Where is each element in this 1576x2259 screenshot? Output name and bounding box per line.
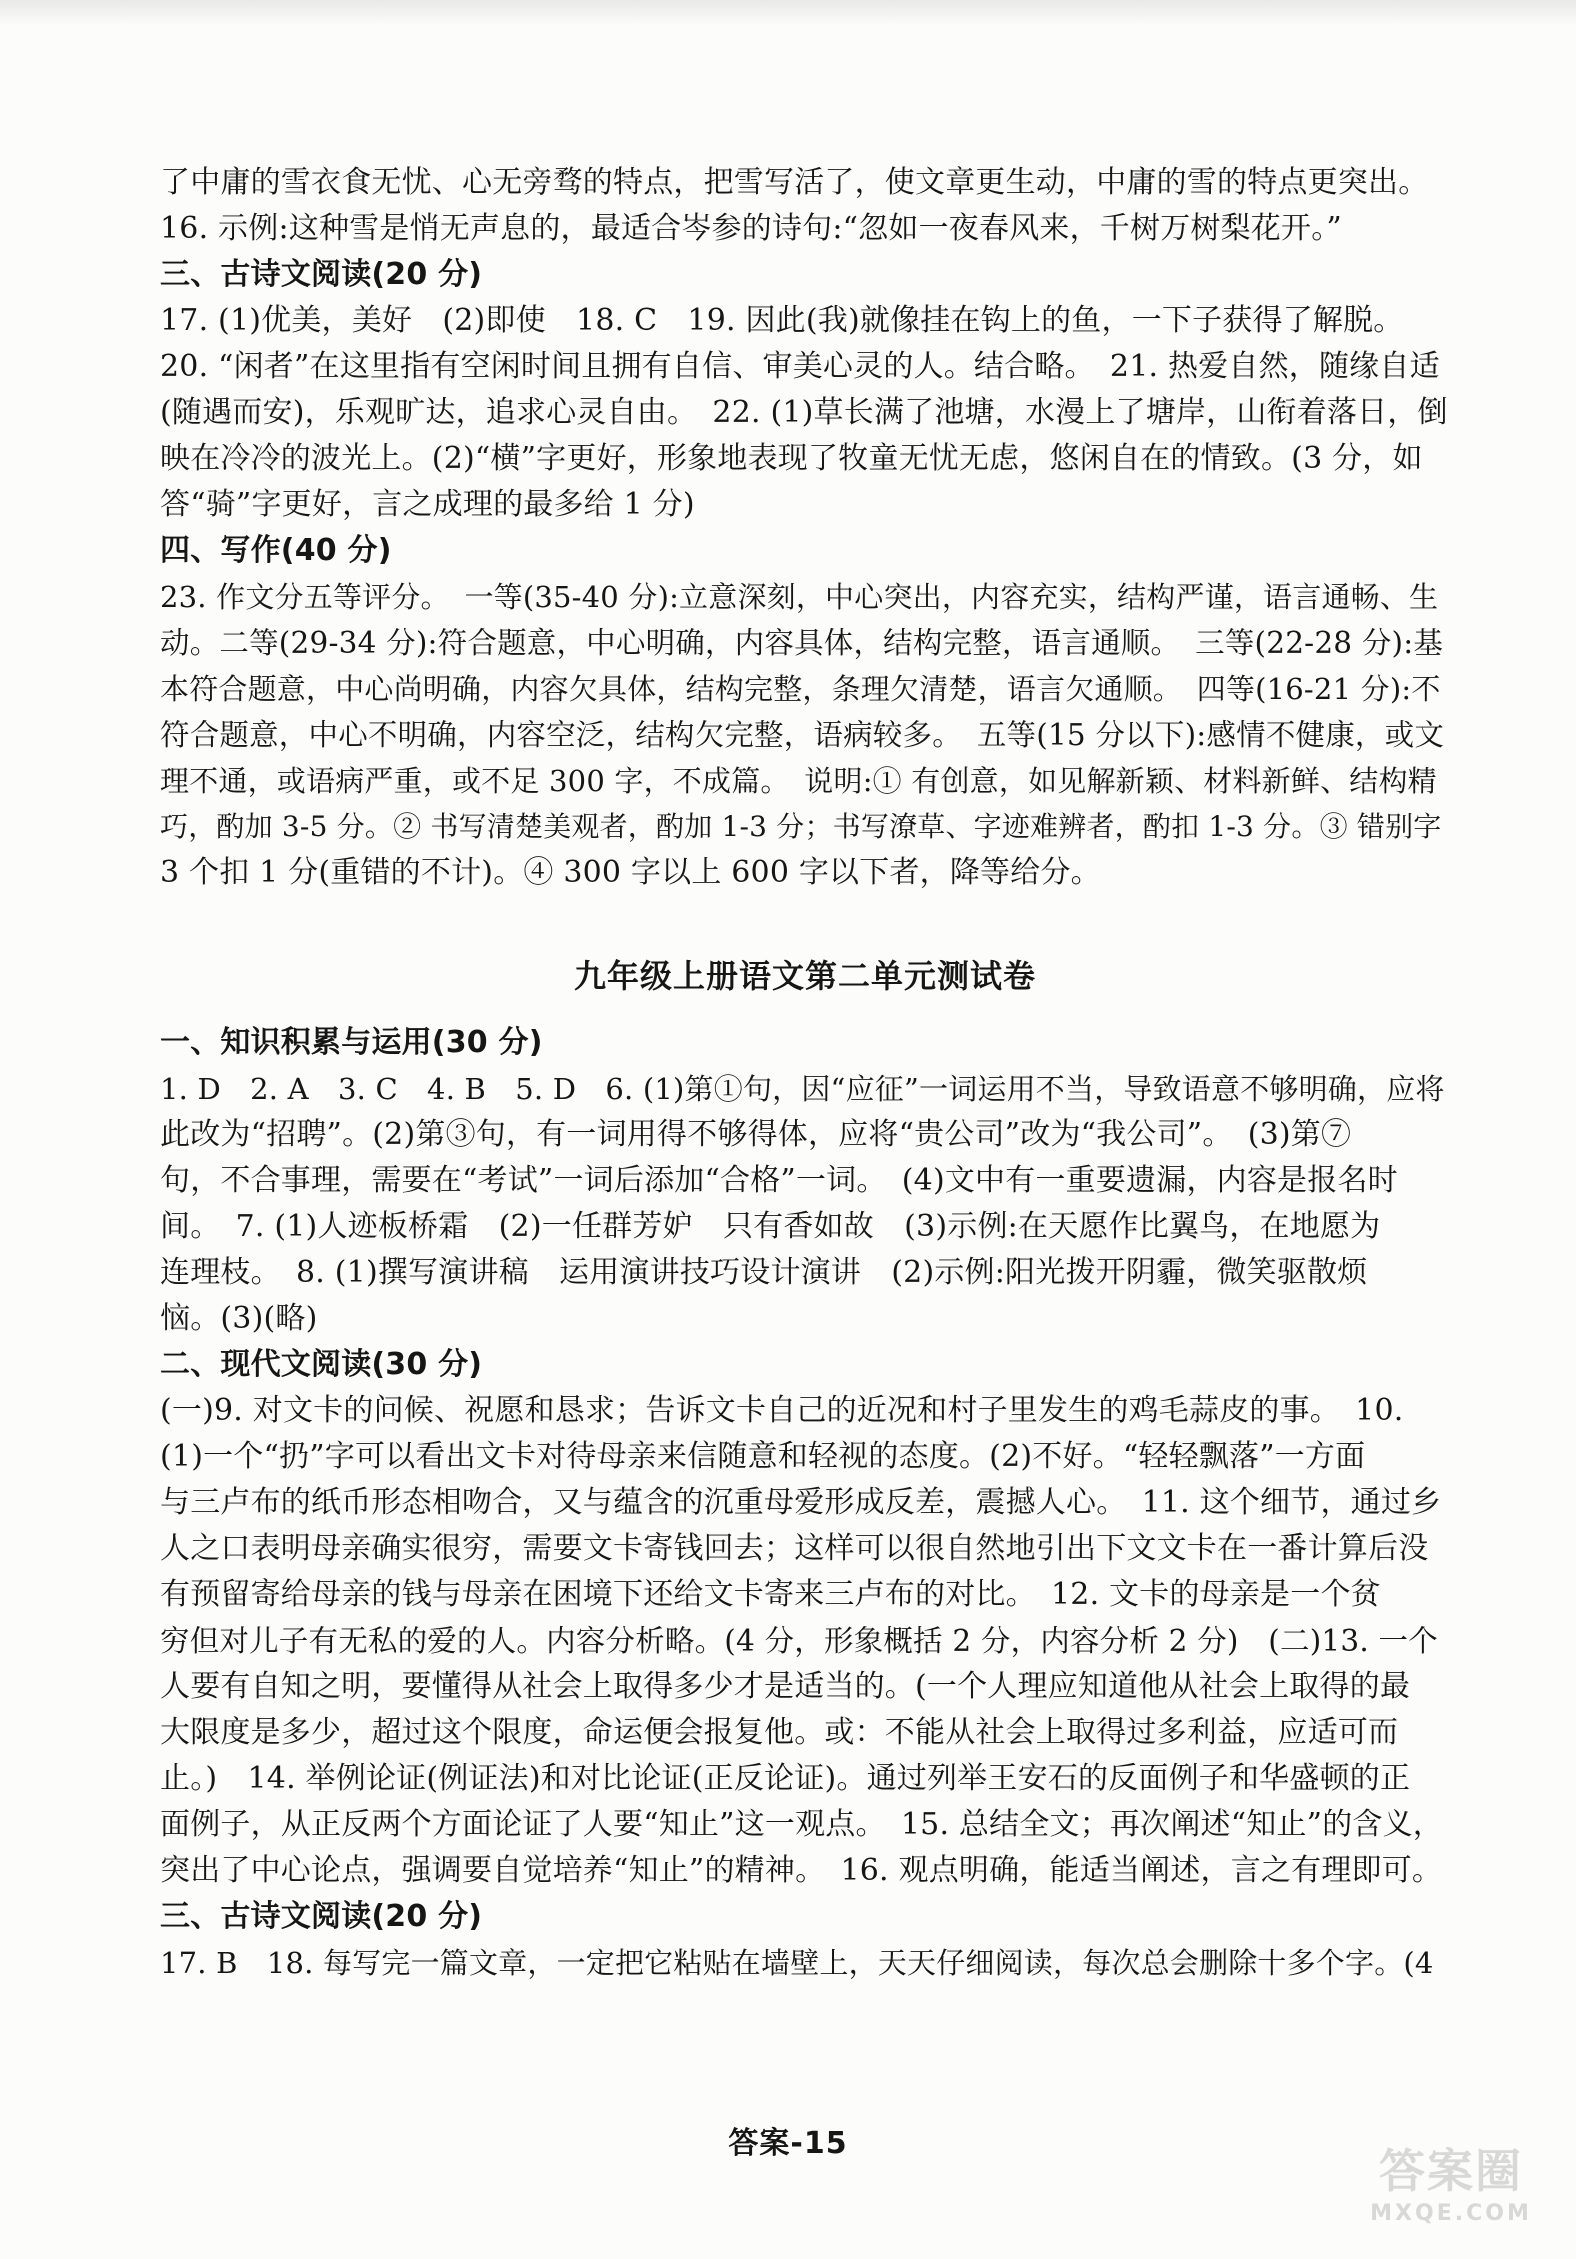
text-line: 大限度是多少，超过这个限度，命运便会报复他。或：不能从社会上取得过多利益，应适可而 bbox=[160, 1715, 1399, 1750]
test-title: 九年级上册语文第二单元测试卷 bbox=[573, 957, 1036, 995]
section-heading: 二、现代文阅读(30 分) bbox=[160, 1347, 483, 1382]
text-line: 与三卢布的纸币形态相吻合，又与蕴含的沉重母爱形成反差，震撼人心。 11. 这个细节，通过乡 bbox=[160, 1485, 1442, 1520]
text-line: 23. 作文分五等评分。 一等(35-40 分):立意深刻，中心突出，内容充实，结构严谨，语言通畅、生 bbox=[160, 580, 1439, 614]
text-line: 3 个扣 1 分(重错的不计)。④ 300 字以上 600 字以下者，降等给分。 bbox=[160, 855, 1101, 890]
section-heading: 一、知识积累与运用(30 分) bbox=[160, 1025, 543, 1060]
text-line: 答“骑”字更好，言之成理的最多给 1 分) bbox=[160, 487, 695, 522]
watermark-logo-text: 答案圈 bbox=[1379, 2144, 1523, 2198]
text-line: 此改为“招聘”。(2)第③句，有一词用得不够得体，应将“贵公司”改为“我公司”。 (3)第⑦ bbox=[160, 1117, 1352, 1152]
text-line: (1)一个“扔”字可以看出文卡对待母亲来信随意和轻视的态度。(2)不好。“轻轻飘落”一方面 bbox=[160, 1439, 1366, 1474]
text-line: 面例子，从正反两个方面论证了人要“知止”这一观点。 15. 总结全文；再次阐述“知止”的含义， bbox=[160, 1807, 1443, 1842]
bottom-section bbox=[160, 1020, 1450, 1986]
text-line: (随遇而安)，乐观旷达，追求心灵自由。 22. (1)草长满了池塘，水漫上了塘岸，山衔着落日，倒 bbox=[160, 395, 1448, 430]
text-line: 20. “闲者”在这里指有空闲时间且拥有自信、审美心灵的人。结合略。 21. 热爱自然，随缘自适 bbox=[160, 349, 1440, 384]
section-heading: 四、写作(40 分) bbox=[160, 533, 392, 568]
text-line: 连理枝。 8. (1)撰写演讲稿 运用演讲技巧设计演讲 (2)示例:阳光拨开阴霾，微笑驱散烦 bbox=[160, 1255, 1368, 1290]
text-line: 了中庸的雪衣食无忧、心无旁骛的特点，把雪写活了，使文章更生动，中庸的雪的特点更突出。 bbox=[160, 165, 1429, 200]
watermark-domain: MXQE.COM bbox=[1370, 2201, 1532, 2226]
text-line: (一)9. 对文卡的问候、祝愿和恳求；告诉文卡自己的近况和村子里发生的鸡毛蒜皮的事。 10. bbox=[160, 1393, 1404, 1428]
text-line: 16. 示例:这种雪是悄无声息的，最适合岑参的诗句:“忽如一夜春风来，千树万树梨花开。” bbox=[160, 211, 1342, 246]
section-heading: 三、古诗文阅读(20 分) bbox=[160, 1899, 483, 1934]
text-line: 动。二等(29-34 分):符合题意，中心明确，内容具体，结构完整，语言通顺。 三等(22-28 分):基 bbox=[160, 626, 1444, 660]
section-heading: 三、古诗文阅读(20 分) bbox=[160, 257, 483, 292]
scan-top-edge bbox=[0, 0, 1576, 26]
text-line: 人之口表明母亲确实很穷，需要文卡寄钱回去；这样可以很自然地引出下文文卡在一番计算后没 bbox=[160, 1531, 1429, 1566]
page-number: 答案-15 bbox=[728, 2126, 848, 2161]
text-line: 符合题意，中心不明确，内容空泛，结构欠完整，语病较多。 五等(15 分以下):感情不健康，或文 bbox=[160, 718, 1445, 752]
text-line: 有预留寄给母亲的钱与母亲在困境下还给文卡寄来三卢布的对比。 12. 文卡的母亲是一个贫 bbox=[160, 1577, 1381, 1612]
text-line: 穷但对儿子有无私的爱的人。内容分析略。(4 分，形象概括 2 分，内容分析 2 分) (二)13. 一个 bbox=[160, 1624, 1438, 1658]
text-line: 人要有自知之明，要懂得从社会上取得多少才是适当的。(一个人理应知道他从社会上取得的最 bbox=[160, 1669, 1411, 1704]
text-line: 1. D 2. A 3. C 4. B 5. D 6. (1)第①句，因“应征”一词运用不当，导致语意不够明确，应将 bbox=[160, 1072, 1445, 1106]
text-line: 恼。(3)(略) bbox=[160, 1301, 318, 1336]
text-line: 间。 7. (1)人迹板桥霜 (2)一任群芳妒 只有香如故 (3)示例:在天愿作比翼鸟，在地愿为 bbox=[160, 1209, 1381, 1244]
text-line: 突出了中心论点，强调要自觉培养“知止”的精神。 16. 观点明确，能适当阐述，言之有理即可。 bbox=[160, 1853, 1443, 1888]
text-line: 17. B 18. 每写完一篇文章，一定把它粘贴在墙壁上，天天仔细阅读，每次总会删除十多个字。(4 bbox=[160, 1946, 1434, 1980]
text-line: 映在冷冷的波光上。(2)“横”字更好，形象地表现了牧童无忧无虑，悠闲自在的情致。(3 分，如 bbox=[160, 441, 1423, 476]
text-line: 本符合题意，中心尚明确，内容欠具体，结构完整，条理欠清楚，语言欠通顺。 四等(16-21 分):不 bbox=[160, 672, 1441, 706]
text-line: 止。) 14. 举例论证(例证法)和对比论证(正反论证)。通过列举王安石的反面例子和华盛顿的正 bbox=[160, 1761, 1411, 1796]
site-watermark bbox=[1346, 2135, 1556, 2245]
text-line: 17. (1)优美，美好 (2)即使 18. C 19. 因此(我)就像挂在钩上的鱼，一下子获得了解脱。 bbox=[160, 303, 1404, 338]
answer-page bbox=[160, 160, 1450, 1986]
text-line: 句，不合事理，需要在“考试”一词后添加“合格”一词。 (4)文中有一重要遗漏，内容是报名时 bbox=[160, 1163, 1398, 1198]
top-section bbox=[160, 160, 1450, 896]
text-line: 巧，酌加 3-5 分。② 书写清楚美观者，酌加 1-3 分；书写潦草、字迹难辨者，酌扣 1-3 分。③ 错别字 bbox=[160, 810, 1442, 843]
text-line: 理不通，或语病严重，或不足 300 字，不成篇。 说明:① 有创意，如见解新颖、材料新鲜、结构精 bbox=[160, 764, 1437, 798]
